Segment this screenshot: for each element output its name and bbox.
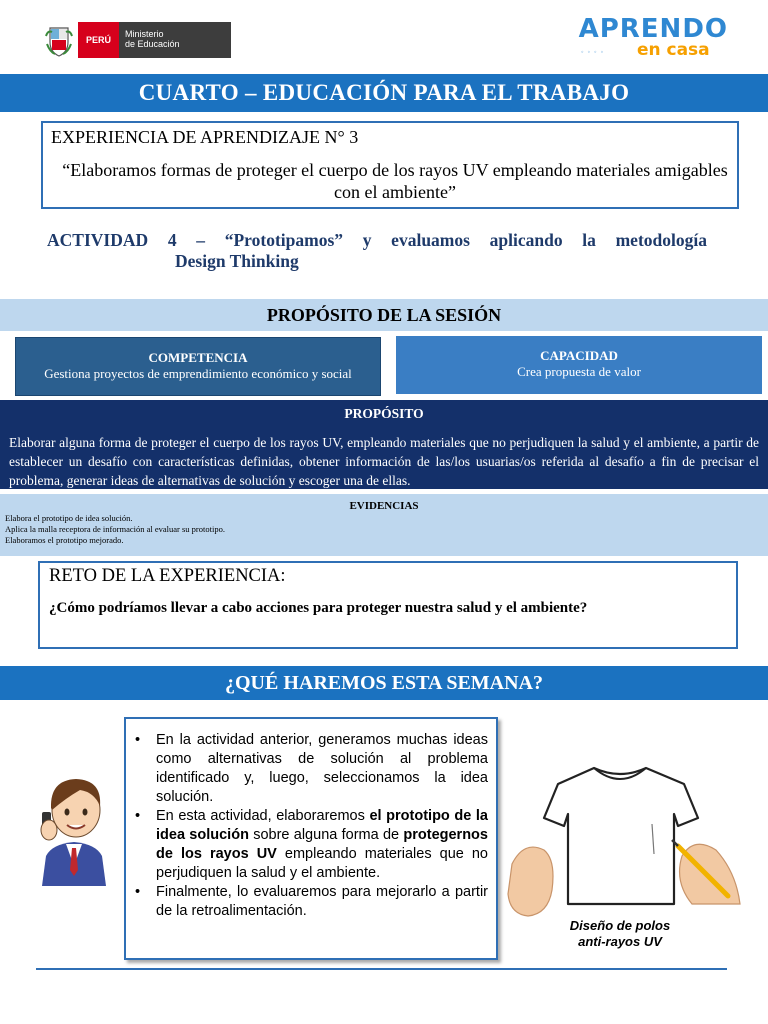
evidencia-item: Elabora el prototipo de idea solución. xyxy=(5,513,133,523)
evidencias-heading: EVIDENCIAS xyxy=(349,500,419,512)
caption-line1: Diseño de polos xyxy=(569,918,671,933)
capacidad-heading: CAPACIDAD xyxy=(540,348,618,363)
competencia-box xyxy=(15,337,381,396)
proposito-box xyxy=(0,400,768,489)
competencia-text: Gestiona proyectos de emprendimiento económico y social xyxy=(44,366,352,381)
peru-label: PERÚ xyxy=(78,22,119,58)
experience-text: “Elaboramos formas de proteger el cuerpo de los rayos UV empleando materiales amigables con el ambiente” xyxy=(62,160,728,202)
list-item-text: Finalmente, lo evaluaremos para mejorarlo a partir de la retroalimentación. xyxy=(156,884,488,919)
list-item-bold: protegernos de los rayos UV xyxy=(156,827,488,862)
coat-of-arms-icon xyxy=(44,22,74,58)
competencia-heading: COMPETENCIA xyxy=(148,350,248,365)
reto-heading: RETO DE LA EXPERIENCIA: xyxy=(49,566,286,586)
brand-bottom: en casa xyxy=(636,40,710,60)
capacidad-text: Crea propuesta de valor xyxy=(517,364,641,379)
reto-question: ¿Cómo podríamos llevar a cabo acciones para proteger nuestra salud y el ambiente? xyxy=(49,600,588,616)
evidencia-item: Aplica la malla receptora de información al evaluar su prototipo. xyxy=(5,524,225,534)
week-section-title: ¿QUÉ HAREMOS ESTA SEMANA? xyxy=(0,666,768,700)
purpose-section-title: PROPÓSITO DE LA SESIÓN xyxy=(0,299,768,331)
caption-line2: anti-rayos UV xyxy=(578,934,662,949)
experience-label: EXPERIENCIA DE APRENDIZAJE N° 3 xyxy=(51,127,359,147)
proposito-text: Elaborar alguna forma de proteger el cuerpo de los rayos UV, empleando materiales que no perjudiquen la salud y el ambiente, a partir de establecer un desafío con características definidas, obtener información de las/los usuarias/os referida al desafío a fin de precisar el problema, generar ideas de alternativas de solución y escoger una de ellas. xyxy=(9,435,759,488)
bullet-icon: • xyxy=(135,884,141,900)
person-on-phone-icon xyxy=(36,770,112,886)
evidencia-item: Elaboramos el prototipo mejorado. xyxy=(5,535,124,545)
aprendo-en-casa-logo xyxy=(579,16,728,59)
bullet-icon: • xyxy=(135,732,141,748)
list-item-text: empleando materiales que no perjudiquen la salud y el ambiente. xyxy=(156,846,489,881)
list-item-text: En esta actividad, elaboraremos xyxy=(156,808,370,824)
ministry-line1: Ministerio xyxy=(125,29,164,39)
bottom-divider xyxy=(36,968,727,970)
proposito-heading: PROPÓSITO xyxy=(344,406,424,421)
brand-top: APRENDO xyxy=(578,14,728,44)
list-item xyxy=(132,731,488,807)
capacidad-box xyxy=(396,336,762,394)
tshirt-sketch-icon xyxy=(502,754,742,919)
brand-dots-icon: ◦◦◦◦ xyxy=(580,49,607,56)
bullet-icon: • xyxy=(135,808,141,824)
list-item xyxy=(132,883,488,921)
weekly-plan-list xyxy=(132,731,488,921)
ministry-line2: de Educación xyxy=(125,39,180,49)
page-title: CUARTO – EDUCACIÓN PARA EL TRABAJO xyxy=(0,74,768,112)
list-item xyxy=(132,807,488,883)
evidencias-box xyxy=(0,494,768,556)
illustration-caption xyxy=(540,918,700,950)
list-item-bold: el prototipo de la idea solución xyxy=(156,808,488,843)
ministry-label xyxy=(119,22,231,58)
minedu-logo xyxy=(44,22,231,58)
list-item-text: sobre alguna forma de xyxy=(248,827,404,843)
list-item-text: En la actividad anterior, generamos muchas ideas como alternativas de solución al problema identificado y, luego, seleccionamos la idea solución. xyxy=(156,732,488,805)
activity-title: ACTIVIDAD 4 – “Prototipamos” y evaluamos aplicando la metodología xyxy=(47,230,707,250)
activity-title-line2: Design Thinking xyxy=(175,251,299,271)
